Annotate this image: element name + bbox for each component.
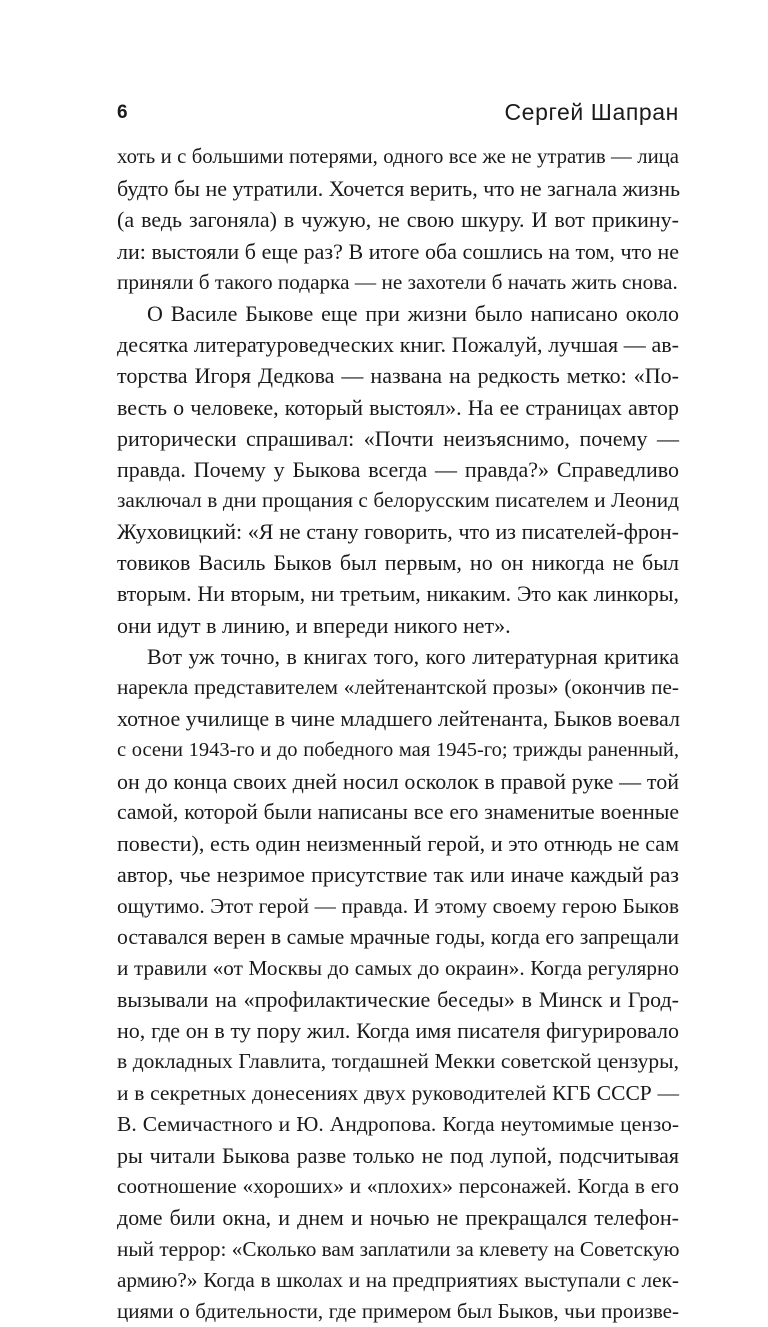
text-line: вызывали на «профилактические беседы» в Минск и Грод- bbox=[117, 987, 679, 1013]
body-text bbox=[117, 142, 679, 1327]
text-line: они идут в линию, и впереди никого нет». bbox=[117, 612, 511, 638]
text-line: хоть и с большими потерями, одного все же не утратив — лица bbox=[117, 146, 679, 168]
text-line: риторически спрашивал: «Почти неизъяснимо, почему — bbox=[117, 425, 679, 451]
text-line: вторым. Ни вторым, ни третьим, никаким. Это как линкоры, bbox=[117, 581, 679, 606]
text-line: автор, чье незримое присутствие так или иначе каждый раз bbox=[117, 862, 679, 888]
text-line: доме били окна, и днем и ночью не прекращался телефон- bbox=[117, 1205, 679, 1231]
text-line: ли: выстояли б еще раз? В итоге оба сошлись на том, что не bbox=[117, 238, 679, 264]
text-line: нарекла представителем «лейтенантской прозы» (окончив пе- bbox=[117, 675, 679, 700]
text-line: будто бы не утратили. Хочется верить, что не загнала жизнь bbox=[117, 176, 681, 202]
text-line: О Василе Быкове еще при жизни было написано около bbox=[147, 300, 679, 326]
text-line: правда. Почему у Быкова всегда — правда?» Справедливо bbox=[117, 456, 679, 482]
text-line: оставался верен в самые мрачные годы, когда его запрещали bbox=[117, 924, 679, 949]
text-line: товиков Василь Быков был первым, но он никогда не был bbox=[117, 550, 679, 576]
text-line: в докладных Главлита, тогдашней Мекки советской цензуры, bbox=[117, 1049, 679, 1074]
text-line: армию?» Когда в школах и на предприятиях выступали с лек- bbox=[117, 1267, 679, 1292]
text-line: повести), есть один неизменный герой, и это отнюдь не сам bbox=[117, 831, 679, 857]
text-line: ры читали Быкова разве только не под лупой, подсчитывая bbox=[117, 1143, 679, 1168]
text-line: весть о человеке, который выстоял». На ее страницах автор bbox=[117, 394, 679, 420]
text-line: с осени 1943-го и до победного мая 1945-го; трижды раненный, bbox=[117, 738, 679, 761]
text-line: торства Игоря Дедкова — названа на редкость метко: «По- bbox=[117, 363, 679, 389]
text-line: но, где он в ту пору жил. Когда имя писателя фигурировало bbox=[117, 1018, 679, 1044]
page-header bbox=[117, 97, 679, 129]
text-line: соотношение «хороших» и «плохих» персонажей. Когда в его bbox=[117, 1174, 679, 1199]
text-line: заключал в дни прощания с белорусским писателем и Леонид bbox=[117, 488, 679, 513]
text-line: хотное училище в чине младшего лейтенанта, Быков воевал bbox=[117, 706, 680, 732]
text-line: приняли б такого подарка — не захотели б начать жить снова. bbox=[117, 269, 678, 294]
text-line: (а ведь загоняла) в чужую, не свою шкуру. И вот прикину- bbox=[117, 207, 679, 233]
text-line: десятка литературоведческих книг. Пожалуй, лучшая — ав- bbox=[117, 332, 679, 358]
text-line: и в секретных донесениях двух руководителей КГБ СССР — bbox=[117, 1080, 679, 1105]
text-line: Вот уж точно, в книгах того, кого литературная критика bbox=[147, 644, 679, 669]
text-line: самой, которой были написаны все его знаменитые военные bbox=[117, 799, 679, 824]
text-line: В. Семичастного и Ю. Андропова. Когда неутомимые цензо- bbox=[117, 1111, 679, 1136]
text-line: он до конца своих дней носил осколок в правой руке — той bbox=[117, 768, 679, 794]
text-line: циями о бдительности, где примером был Быков, чьи произве- bbox=[117, 1298, 679, 1323]
text-line: Жуховицкий: «Я не стану говорить, что из писателей-фрон- bbox=[117, 519, 679, 545]
text-line: ощутимо. Этот герой — правда. И этому своему герою Быков bbox=[117, 893, 679, 918]
text-line: ный террор: «Сколько вам заплатили за клевету на Советскую bbox=[117, 1236, 680, 1261]
page-number: 6 bbox=[117, 102, 128, 123]
text-line: и травили «от Москвы до самых до окраин». Когда регулярно bbox=[117, 955, 679, 980]
running-head-author: Сергей Шапран bbox=[504, 99, 679, 125]
